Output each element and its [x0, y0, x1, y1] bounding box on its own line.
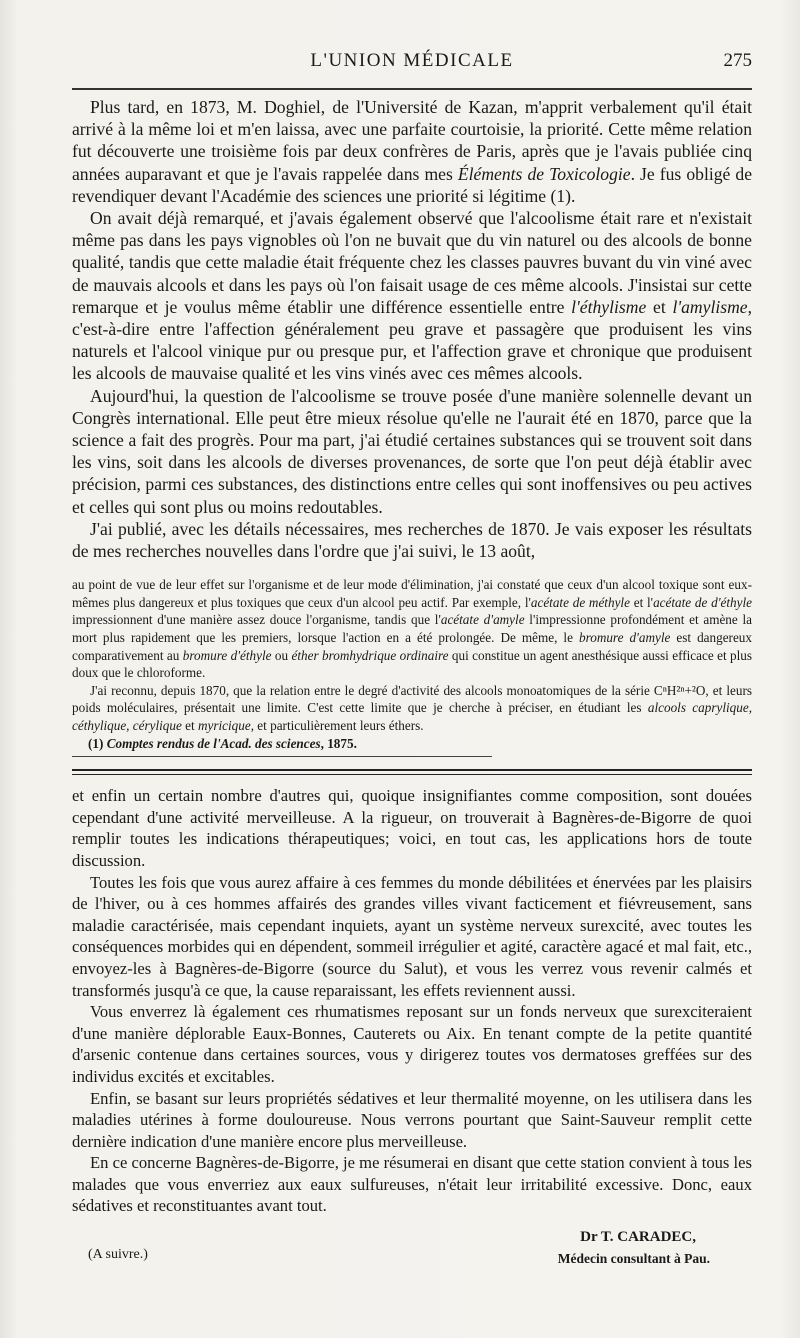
paragraph-5: et enfin un certain nombre d'autres qui, quoique insignifiantes comme composition, sont douées cependant d'une activité merveilleuse. A la rigueur, on trouverait à Bagnères-de-Bigorre de quoi remplir toutes les indications thérapeutiques; voici, en tout cas, les applications hors de toute discussion.: [72, 786, 752, 870]
note-paragraph-2: J'ai reconnu, depuis 1870, que la relation entre le degré d'activité des alcools monoatomiques de la série CⁿH²ⁿ+²O, et leurs poids moléculaires, présentait une limite. C'est cette limite que je cherche à préciser, en étudiant les alcools caprylique, céthylique, cérylique et myricique, et particulièrement leurs éthers.: [72, 682, 752, 734]
author-role: Médecin consultant à Pau.: [557, 1251, 710, 1267]
main-text-bottom: [72, 785, 752, 1217]
section-divider: [72, 769, 752, 775]
notes-block: [72, 576, 752, 757]
main-text-top: [72, 96, 752, 562]
paragraph-1: Plus tard, en 1873, M. Doghiel, de l'Université de Kazan, m'apprit verbalement qu'il était arrivé à la même loi et m'en laissa, avec une parfaite courtoisie, la priorité. Cette même relation fut découverte une troisième fois par deux confrères de Paris, après que je l'avais publiée cinq années auparavant et que je l'avais rappelée dans mes Éléments de Toxicologie. Je fus obligé de revendiquer devant l'Académie des sciences une priorité si légitime (1).: [72, 97, 753, 206]
to-be-continued: (A suivre.): [88, 1247, 148, 1263]
header-rule: [72, 88, 752, 90]
paragraph-9: En ce concerne Bagnères-de-Bigorre, je me résumerai en disant que cette station convient à tous les malades que vous enverriez aux eaux sulfureuses, n'était leur irritabilité excessive. Donc, eaux sédatives et reconstituantes avant tout.: [72, 1153, 752, 1216]
page-number: 275: [723, 50, 752, 71]
paragraph-3: Aujourd'hui, la question de l'alcoolisme se trouve posée d'une manière solennelle devant un Congrès international. Elle peut être mieux résolue qu'elle ne l'aurait été en 1870, parce que la science a fait des progrès. Pour ma part, j'ai étudié certaines substances qui se trouvent soit dans les vins, soit dans les alcools de diverses provenances, de sorte que l'on peut déjà établir avec précision, parmi ces substances, des distinctions entre celles qui sont inoffensives ou peu actives et celles qui sont plus ou moins redoutables.: [72, 385, 752, 517]
footnote: (1) Comptes rendus de l'Acad. des sciences, 1875.: [88, 735, 357, 751]
paragraph-6: Toutes les fois que vous aurez affaire à ces femmes du monde débilitées et énervées par les plaisirs de l'hiver, ou à ces hommes affairés des grandes villes vivant facticement et fiévreusement, sans maladie caractérisée, mais cependant inquiets, ayant un système nerveux surexcité, avec toutes les conséquences morbides qui en dépendent, sommeil irrégulier et agité, caractère agacé et mal fait, etc., envoyez-les à Bagnères-de-Bigorre (source du Salut), et vous les verrez vous revenir calmés et transformés jusqu'à ce que, la cause reparaissant, les effets reviennent aussi.: [72, 872, 752, 1000]
paragraph-8: Enfin, se basant sur leurs propriétés sédatives et leur thermalité moyenne, on les utilisera dans les maladies utérines à forme douloureuse. Nous verrons pourtant que Saint-Sauveur remplit cette dernière indication d'une manière encore plus merveilleuse.: [72, 1088, 752, 1151]
journal-title: L'UNION MÉDICALE: [310, 50, 514, 71]
footnote-rule: [72, 756, 492, 757]
paragraph-7: Vous enverrez là également ces rhumatismes reposant sur un fonds nerveux que surexciteraient d'une manière déplorable Eaux-Bonnes, Cauterets ou Aix. En tenant compte de la petite quantité d'arsenic contenue dans certaines sources, vous y dirigerez toutes vos dermatoses greffées sur des individus excités et excitables.: [72, 1002, 752, 1086]
closing-row: [72, 1229, 752, 1273]
note-continuation: au point de vue de leur effet sur l'organisme et de leur mode d'élimination, j'ai constaté que ceux d'un alcool toxique sont eux-mêmes plus dangereux et plus toxiques que ceux d'un alcool peu actif. Par exemple, l'acétate de méthyle et l'acétate de d'éthyle impressionnent d'une manière assez douce l'organisme, tandis que l'acétate d'amyle l'impressionne profondément et amène la mort plus rapidement que les premiers, lorsque l'action en a été prolongée. De même, le bromure d'amyle est dangereux comparativement au bromure d'éthyle ou éther bromhydrique ordinaire qui constitue un agent anesthésique aussi efficace et plus doux que le chloroforme.: [72, 577, 753, 681]
paragraph-2: On avait déjà remarqué, et j'avais également observé que l'alcoolisme était rare et n'existait même pas dans les pays vignobles où l'on ne buvait que du vin naturel ou des alcools de bonne qualité, tandis que cette maladie était fréquente chez les classes pauvres buvant du vin viné avec de mauvais alcools et dans les pays où l'on faisait usage de ces même alcools. J'insistai sur cette remarque et je voulus même établir une différence essentielle entre l'éthylisme et l'amylisme, c'est-à-dire entre l'affection généralement peu grave et passagère que produisent les vins naturels et l'alcool vinique pur ou presque pur, et l'affection grave et chronique que produisent les alcools de mauvaise qualité et les vins vinés avec ces mêmes alcools.: [72, 208, 752, 384]
running-head: [72, 44, 752, 86]
paragraph-4: J'ai publié, avec les détails nécessaires, mes recherches de 1870. Je vais exposer les résultats de mes recherches nouvelles dans l'ordre que j'ai suivi, le 13 août,: [72, 518, 752, 562]
author-signature: Dr T. CARADEC,: [580, 1229, 696, 1246]
